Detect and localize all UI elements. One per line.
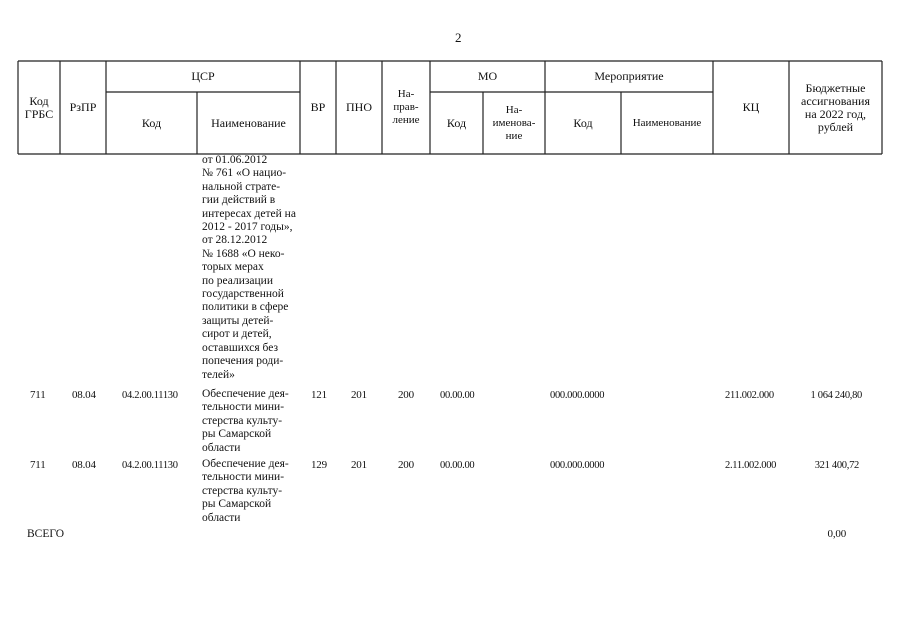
row-direction: 200 — [398, 459, 414, 471]
page-number: 2 — [455, 30, 462, 45]
continuation-text: от 01.06.2012 № 761 «О нацио- нальной страте- гии действий в интересах детей на 2012 - 2017 годы», от 28.12.2012 № 1688 «О неко- торых мерах по реализации государственной политики в сфере защиты детей- сирот и детей, оставшихся без попечения роди- телей» — [202, 154, 296, 381]
row-event-code: 000.000.0000 — [550, 460, 605, 471]
header-event-code: Код — [573, 115, 593, 130]
header-event-name: Наименование — [632, 116, 702, 129]
header-direction: На- прав- ление — [392, 88, 420, 126]
row-mo-code: 00.00.00 — [440, 460, 475, 471]
row-grbs: 711 — [30, 389, 46, 401]
row-event-code: 000.000.0000 — [550, 390, 605, 401]
header-mo: МО — [477, 69, 498, 83]
row-amount: 1 064 240,80 — [810, 390, 862, 401]
row-kc: 2.11.002.000 — [725, 460, 777, 471]
row-mo-code: 00.00.00 — [440, 390, 475, 401]
header-rzpr: РзПР — [69, 100, 97, 114]
row-pno: 201 — [351, 459, 367, 471]
header-kc: КЦ — [742, 100, 760, 114]
header-mo-name: На- именова- ние — [492, 103, 536, 142]
row-rzpr: 08.04 — [72, 459, 96, 471]
header-budget: Бюджетные ассигнования на 2022 год, рублей — [801, 80, 870, 134]
row-vr: 121 — [311, 389, 327, 401]
header-csr-name: Наименование — [211, 115, 286, 130]
row-rzpr: 08.04 — [72, 389, 96, 401]
total-label: ВСЕГО — [27, 528, 65, 540]
row-csr-code: 04.2.00.11130 — [122, 460, 178, 471]
row-kc: 211.002.000 — [725, 390, 774, 401]
row-vr: 129 — [311, 459, 327, 471]
header-csr: ЦСР — [191, 69, 215, 83]
total-amount: 0,00 — [827, 528, 846, 540]
row-grbs: 711 — [30, 459, 46, 471]
header-pno: ПНО — [346, 100, 372, 114]
row-pno: 201 — [351, 389, 367, 401]
row-csr-name: Обеспечение дея- тельности мини- стерства культу- ры Самарской области — [202, 388, 289, 454]
row-csr-code: 04.2.00.11130 — [122, 390, 178, 401]
row-amount: 321 400,72 — [814, 460, 859, 471]
header-mo-code: Код — [446, 115, 467, 130]
header-grbs: Код ГРБС — [24, 93, 54, 121]
row-csr-name: Обеспечение дея- тельности мини- стерства культу- ры Самарской области — [202, 458, 289, 524]
header-event: Мероприятие — [594, 69, 664, 83]
header-csr-code: Код — [141, 115, 162, 130]
row-direction: 200 — [398, 389, 414, 401]
header-vr: ВР — [310, 100, 326, 114]
